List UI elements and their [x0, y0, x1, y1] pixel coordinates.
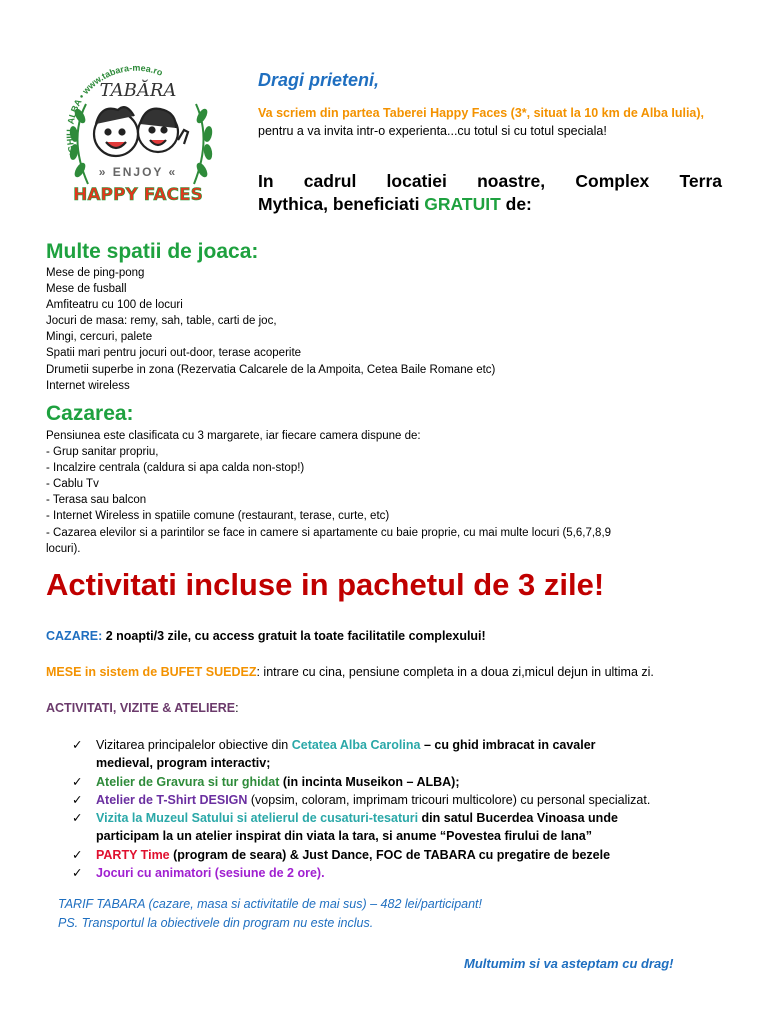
- list-item: - Grup sanitar propriu,: [46, 446, 159, 459]
- checkmark-icon: ✓: [72, 811, 83, 826]
- intro-text: [258, 104, 728, 140]
- activ-label: ACTIVITATI, VIZITE & ATELIERE: [46, 701, 236, 715]
- mese-line: [46, 665, 654, 679]
- play-list: [46, 265, 495, 394]
- list-item: locuri).: [46, 542, 81, 555]
- checkmark-icon: ✓: [72, 866, 83, 881]
- checkmark-icon: ✓: [72, 738, 83, 752]
- closing-text: Multumim si va asteptam cu drag!: [464, 956, 674, 971]
- logo-graphic: [46, 44, 226, 224]
- activ-line: ACTIVITATI, VIZITE & ATELIERE:: [46, 701, 239, 715]
- logo-enjoy: » ENJOY «: [98, 165, 178, 179]
- venue-line-1: In cadrul locatiei noastre, Complex Terra: [258, 171, 722, 191]
- checkmark-icon: ✓: [72, 847, 83, 862]
- list-item: ✓ Atelier de Gravura si tur ghidat (in incinta Museikon – ALBA);: [72, 773, 732, 791]
- venue-statement: [258, 170, 722, 216]
- logo-arc-text: IGHIU, ALBA • www.tabara-mea.ro: [64, 62, 165, 157]
- list-item: - Internet Wireless in spatiile comune (restaurant, terase, curte, etc): [46, 510, 390, 523]
- greeting: Dragi prieteni,: [258, 70, 380, 90]
- faces-icon: [94, 107, 188, 156]
- list-item: ✓ Jocuri cu animatori (sesiune de 2 ore).: [72, 864, 732, 882]
- venue-line-2: Mythica, beneficiati GRATUIT de:: [258, 194, 532, 214]
- activities-list: [72, 736, 732, 882]
- price-block: [58, 895, 482, 933]
- cazare-text: 2 noapti/3 zile, cu access gratuit la toate facilitatile complexului!: [102, 629, 486, 643]
- list-item: - Terasa sau balcon: [46, 494, 147, 507]
- price-text: TARIF TABARA (cazare, masa si activitatile de mai sus) – 482 lei/participant!: [58, 897, 482, 911]
- free-badge: GRATUIT: [424, 194, 501, 214]
- list-item: Amfiteatru cu 100 de locuri: [46, 299, 183, 312]
- list-item: Spatii mari pentru jocuri out-door, terase acoperite: [46, 347, 302, 360]
- list-item: ✓ Atelier de T-Shirt DESIGN (vopsim, coloram, imprimam tricouri multicolore) cu personal specializat.: [72, 791, 732, 809]
- list-item: ✓ Vizitarea principalelor obiective din Cetatea Alba Carolina – cu ghid imbracat in cavaler medieval, program interactiv;: [72, 738, 596, 771]
- lodging-heading: Cazarea:: [46, 402, 134, 425]
- intro-highlight: Va scriem din partea Taberei Happy Faces (3*, situat la 10 km de Alba Iulia),: [258, 106, 705, 120]
- lodging-list: [46, 428, 611, 557]
- list-item: Mingi, cercuri, palete: [46, 331, 153, 344]
- list-item: Mese de ping-pong: [46, 267, 145, 279]
- checkmark-icon: ✓: [72, 792, 83, 807]
- intro-rest: pentru a va invita intr-o experienta...cu totul si cu totul speciala!: [258, 124, 607, 138]
- list-item: - Incalzire centrala (caldura si apa calda non-stop!): [46, 462, 305, 475]
- ps-text: PS. Transportul la obiectivele din program nu este inclus.: [58, 916, 374, 930]
- mese-label: MESE in sistem de BUFET SUEDEZ: [46, 665, 257, 679]
- list-item: ✓ Vizita la Muzeul Satului si atelierul de cusaturi-tesaturi din satul Bucerdea Vinoasa unde participam la un atelier inspirat din viata la tara, si anume “Povestea firului de lana”: [72, 811, 618, 844]
- list-item: Mese de fusball: [46, 283, 127, 296]
- logo-happy-faces: HAPPY FACES: [73, 185, 203, 205]
- list-item: Pensiunea este clasificata cu 3 margarete, iar fiecare camera dispune de:: [46, 430, 421, 442]
- mese-text: : intrare cu cina, pensiune completa in a doua zi,micul dejun in ultima zi.: [256, 665, 654, 679]
- cazare-label: CAZARE:: [46, 629, 103, 643]
- list-item: - Cablu Tv: [46, 478, 99, 491]
- list-item: Internet wireless: [46, 379, 130, 392]
- list-item: Jocuri de masa: remy, sah, table, carti de joc,: [46, 315, 277, 328]
- package-title: Activitati incluse in pachetul de 3 zile!: [46, 567, 605, 602]
- list-item: - Cazarea elevilor si a parintilor se face in camere si apartamente cu baie proprie, cu mai multe locuri (5,6,7,8,9: [46, 526, 612, 539]
- happy-faces-logo: [46, 44, 226, 224]
- cazare-line: [46, 629, 486, 643]
- logo-name: TABĂRA: [99, 80, 177, 101]
- play-heading: Multe spatii de joaca:: [46, 240, 259, 263]
- list-item: ✓ PARTY Time (program de seara) & Just Dance, FOC de TABARA cu pregatire de bezele: [72, 846, 732, 864]
- checkmark-icon: ✓: [72, 774, 83, 789]
- list-item: Drumetii superbe in zona (Rezervatia Calcarele de la Ampoita, Cetea Baile Romane etc): [46, 363, 496, 376]
